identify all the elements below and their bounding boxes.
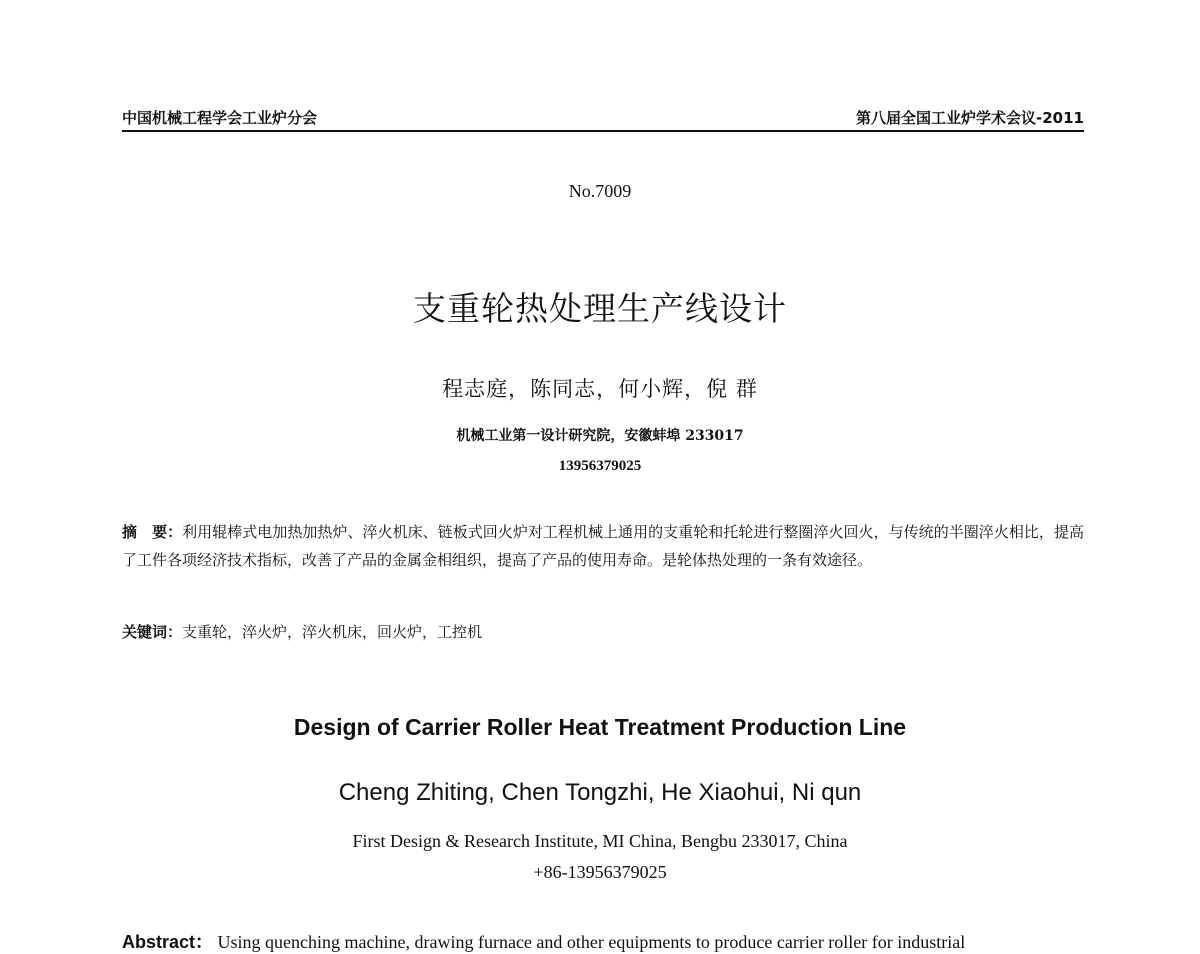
keywords-chinese-text: 支重轮，淬火炉，淬火机床，回火炉，工控机 [182,623,483,641]
paper-number: No.7009 [568,181,632,201]
abstract-english [122,928,1084,954]
abstract-english-label: Abstract： [122,932,214,952]
keywords-chinese [122,620,1084,644]
abstract-chinese-label: 摘 要： [122,523,183,541]
abstract-english-text: Using quenching machine, drawing furnace and other equipments to produce carrier roller for industrial [217,932,966,952]
abstract-chinese [122,518,1084,574]
authors-english: Cheng Zhiting, Chen Tongzhi, He Xiaohui, Ni qun [338,779,862,806]
running-header [122,107,1084,131]
affiliation-english: First Design & Research Institute, MI China, Bengbu 233017, China [352,831,848,851]
header-conference: 第八届全国工业炉学术会议-2011 [856,109,1084,127]
abstract-chinese-text: 利用辊棒式电加热加热炉、淬火机床、链板式回火炉对工程机械上通用的支重轮和托轮进行整圈淬火回火，与传统的半圈淬火相比，提高了工件各项经济技术指标，改善了产品的金属金相组织，提高了产品的使用寿命。是轮体热处理的一条有效途径。 [122,523,1084,569]
header-society: 中国机械工程学会工业炉分会 [122,109,318,127]
affiliation-chinese: 机械工业第一设计研究院，安徽蚌埠 233017 [456,428,744,444]
title-english: Design of Carrier Roller Heat Treatment Production Line [293,714,907,740]
authors-chinese: 程志庭，陈同志，何小辉，倪 群 [442,377,758,401]
keywords-chinese-label: 关键词： [122,623,183,641]
title-chinese: 支重轮热处理生产线设计 [413,289,787,328]
phone-english: +86-13956379025 [533,862,667,882]
phone-chinese: 13956379025 [558,458,642,474]
header-rule [122,130,1084,132]
